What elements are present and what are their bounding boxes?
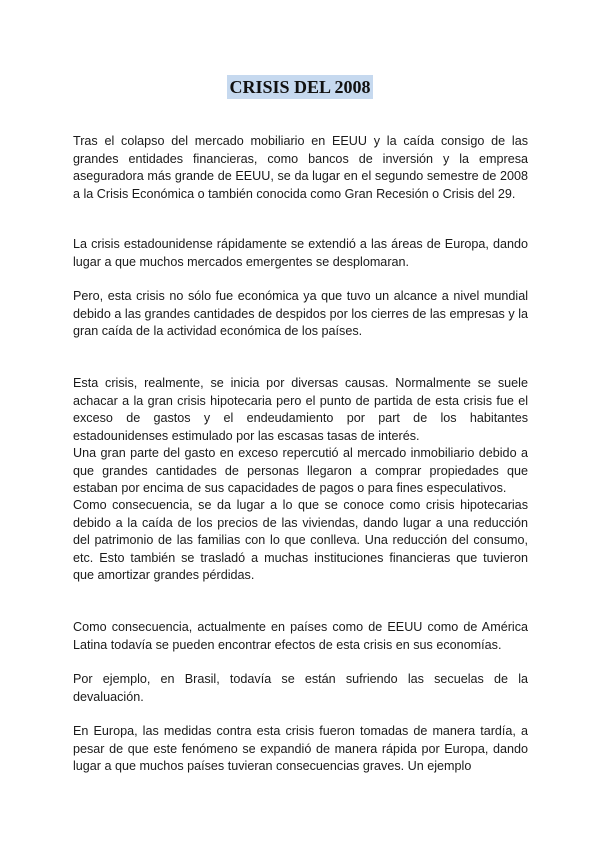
paragraph-causes: Esta crisis, realmente, se inicia por diversas causas. Normalmente se suele achacar a la gran crisis hipotecaria pero el punto de partida de esta crisis fue el exceso de gastos y el endeudamiento por part de los habitantes estadounidenses estimulado por las escasas tasas de interés. [73,376,528,443]
paragraph-mortgage-crisis: Como consecuencia, se da lugar a lo que se conoce como crisis hipotecarias debido a la caída de los precios de las viviendas, dando lugar a una reducción del patrimonio de las familias con lo que conlleva. Una reducción del consumo, etc. Esto también se trasladó a muchas instituciones financieras que tuvieron que amortizar grandes pérdidas. [73,498,528,583]
document-title: CRISIS DEL 2008 [229,77,371,97]
paragraph-housing: Una gran parte del gasto en exceso repercutió al mercado inmobiliario debido a que grandes cantidades de personas llegaron a comprar propiedades que estaban por encima de sus capacidades de pagos o para fines especulativos. [73,446,528,496]
paragraph-spread: La crisis estadounidense rápidamente se extendió a las áreas de Europa, dando lugar a que muchos mercados emergentes se desplomaran. [73,237,528,269]
paragraph-brazil: Por ejemplo, en Brasil, todavía se están sufriendo las secuelas de la devaluación. [73,672,528,704]
paragraph-collapse: Tras el colapso del mercado mobiliario en EEUU y la caída consigo de las grandes entidades financieras, como bancos de inversión y la empresa aseguradora más grande de EEUU, se da lugar en el segundo semestre de 2008 a la Crisis Económica o también conocida como Gran Recesión o Crisis del 29. [73,134,528,201]
title-wrap [0,75,600,99]
paragraph-global: Pero, esta crisis no sólo fue económica ya que tuvo un alcance a nivel mundial debido a las grandes cantidades de despidos por los cierres de las empresas y la gran caída de la actividad económica de los países. [73,289,528,339]
paragraph-europe: En Europa, las medidas contra esta crisis fueron tomadas de manera tardía, a pesar de que este fenómeno se expandió de manera rápida por Europa, dando lugar a que muchos países tuvieran consecuencias graves. Un ejemplo [73,724,528,774]
paragraph-effects: Como consecuencia, actualmente en países como de EEUU como de América Latina todavía se pueden encontrar efectos de esta crisis en sus economías. [73,620,528,652]
